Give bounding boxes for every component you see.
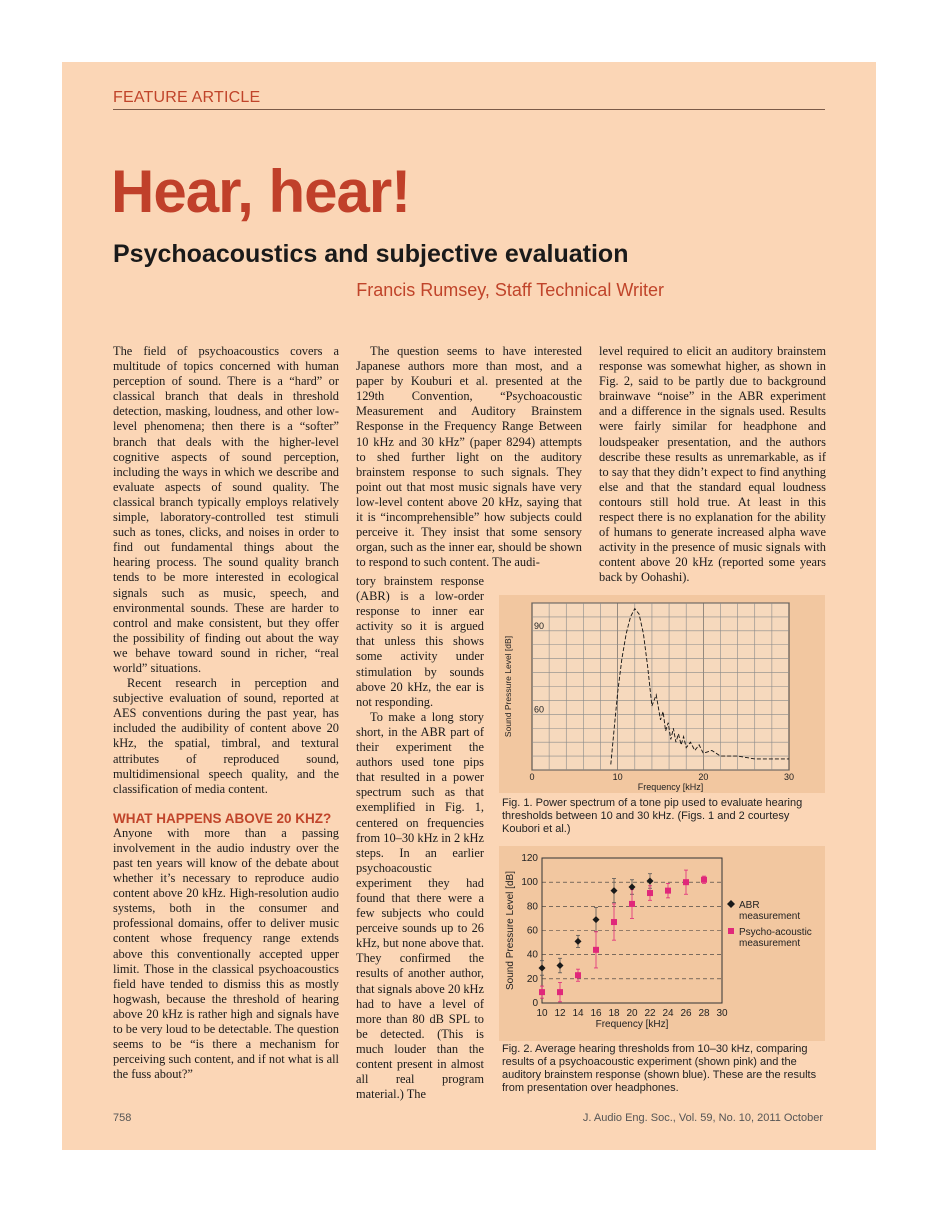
- x-tick-label: 22: [644, 1008, 656, 1019]
- paragraph: To make a long story short, in the ABR part of their experiment the authors used tone pips that resulted in a power spectrum such as that exemplified in Fig. 1, centered on frequencies from 10–30 kHz in 2 kHz steps. In an earlier psychoacoustic experiment they had found that there were a few subjects who could perceive sounds up to 26 kHz, but none above that. They confirmed the results of another author, that signals above 20 kHz had to have a level of more than 80 dB SPL to be detected. (This is much louder than the content present in almost all real program material.) The: [356, 709, 485, 1102]
- x-tick-label: 28: [698, 1008, 710, 1019]
- paragraph: Anyone with more than a passing involvement in the audio industry over the past ten years will know of the debate about whether it’s necessary to reproduce audio content above 20 kHz. High-resolution audio systems, both in the consumer and professional domains, offer to deliver music content whose frequency range extends above this conventionally accepted upper limit. Those in the classical psychoacoustics field have tended to dismiss this as mostly hogwash, because the threshold of hearing above 20 kHz is rather high and signals have to be very loud to be detectable. The question seems to be “is there a mechanism for perceiving such content, and if not what is all the fuss about?”: [113, 825, 339, 1082]
- psycho-point: [701, 877, 707, 883]
- x-axis-label: Frequency [kHz]: [595, 1019, 669, 1030]
- legend-marker-abr: [727, 900, 735, 908]
- abr-point: [539, 964, 546, 971]
- legend-label-abr-line1: ABR: [739, 900, 760, 911]
- figure-2-caption: Fig. 2. Average hearing thresholds from 10–30 kHz, comparing results of a psychoacoustic experiment (shown pink) and the auditory brainstem response (shown blue). These are the results from presentation over headphones.: [502, 1043, 817, 1094]
- legend-label-abr-line2: measurement: [739, 911, 801, 922]
- body-column-2-top: [356, 344, 582, 570]
- section-kicker: FEATURE ARTICLE: [113, 89, 825, 110]
- x-tick-label: 30: [783, 772, 795, 782]
- y-axis-label: Sound Pressure Level [dB]: [505, 871, 516, 990]
- x-tick-label: 30: [716, 1008, 728, 1019]
- x-tick-label: 24: [662, 1008, 674, 1019]
- paragraph: The question seems to have interested Japanese authors more than most, and a paper by Kouburi et al. presented at the 129th Convention, “Psychoacoustic Measurement and Auditory Brainstem Response in the Frequency Range Between 10 kHz and 30 kHz” (paper 8294) attempts to shed further light on the auditory brainstem response to such signals. They point out that most music signals have very low-level content above 20 kHz, saying that it is “incomprehensible” how subjects could perceive it. They insist that some sensory organ, such as the inner ear, should be shown to respond to such content. The audi-: [356, 344, 582, 570]
- x-tick-label: 10: [612, 772, 623, 782]
- paragraph: The field of psychoacoustics covers a multitude of topics concerned with human perception of sound. There is a “hard” or classical branch that deals in threshold detection, masking, loudness, and other low-level phenomena; then there is a “softer” branch that deals with the higher-level cognitive aspects of sound perception, including the ways in which we describe and evaluate aspects of sound quality. The classical branch typically employs relatively simple, laboratory-controlled test stimuli such as tones, clicks, and noises in order to find out fundamental things about the hearing process. The sound quality branch tends to be more interested in ecological signals such as music, speech, and environmental sounds. These are harder to control and make consistent, but they offer the possibility of finding out about the way we behave toward sound in richer, “real world” situations.: [113, 344, 339, 675]
- paragraph: Recent research in perception and subjective evaluation of sound, reported at AES conventions during the past year, has included the audibility of content above 20 kHz, the spatial, timbral, and textural attributes of reproduced sound, multidimensional speech quality, and the classification of media content.: [113, 676, 339, 796]
- psycho-point: [557, 989, 563, 995]
- x-tick-label: 20: [626, 1008, 638, 1019]
- y-tick-label: 60: [526, 925, 538, 937]
- y-tick-label: 0: [532, 998, 538, 1009]
- abr-point: [575, 938, 582, 945]
- abr-point: [593, 916, 600, 923]
- journal-page: [62, 62, 876, 1150]
- legend-marker-psycho: [728, 928, 734, 934]
- figure-1: [499, 595, 825, 793]
- psycho-point: [647, 890, 653, 896]
- x-tick-label: 12: [554, 1008, 566, 1019]
- psycho-point: [629, 901, 635, 907]
- article-byline: Francis Rumsey, Staff Technical Writer: [356, 280, 664, 300]
- paragraph: tory brainstem response (ABR) is a low-order response to inner ear activity so it is argued that unless this shows some activity under stimulation by sounds above 20 kHz, the ear is not responding.: [356, 574, 484, 709]
- y-tick-label: 100: [521, 877, 538, 889]
- psycho-point: [575, 972, 581, 978]
- fig2-chart: [499, 846, 825, 1041]
- x-axis-label: Frequency [kHz]: [637, 782, 704, 792]
- x-tick-label: 0: [529, 772, 535, 782]
- paragraph: level required to elicit an auditory brainstem response was somewhat higher, as shown in Fig. 2, said to be partly due to background brainwave “noise” in the ABR experiment and a difference in the signals used. Results were fairly similar for headphone and loudspeaker presentation, and the authors describe these results as unremarkable, as if to say that they didn’t expect to find anything else and that the standard equal loudness contours still hold true. At least in this respect there is no explanation for the ability of humans to generate increased alpha wave activity in the presence of music signals with content above 20 kHz (reported some years back by Oohashi).: [599, 344, 826, 585]
- y-tick-label: 90: [534, 620, 545, 631]
- page-number: 758: [113, 1112, 132, 1124]
- y-axis-label: Sound Pressure Level [dB]: [503, 635, 513, 738]
- x-tick-label: 26: [680, 1008, 692, 1019]
- y-tick-label: 80: [526, 901, 538, 913]
- y-tick-label: 60: [534, 704, 545, 715]
- abr-point: [557, 962, 564, 969]
- body-column-3: [599, 344, 826, 586]
- abr-point: [629, 884, 636, 891]
- legend-label-psycho-line2: measurement: [739, 938, 801, 949]
- journal-citation: J. Audio Eng. Soc., Vol. 59, No. 10, 2011 October: [582, 1112, 823, 1124]
- fig1-chart: [499, 595, 825, 793]
- section-heading: WHAT HAPPENS ABOVE 20 KHZ?: [113, 810, 332, 826]
- x-tick-label: 16: [590, 1008, 602, 1019]
- psycho-point: [593, 947, 599, 953]
- figure-1-caption: Fig. 1. Power spectrum of a tone pip used to evaluate hearing thresholds between 10 and 30 kHz. (Figs. 1 and 2 courtesy Koubori et al.): [502, 797, 803, 835]
- y-tick-label: 120: [521, 853, 538, 864]
- abr-point: [647, 877, 654, 884]
- psycho-point: [683, 879, 689, 885]
- article-subtitle: Psychoacoustics and subjective evaluation: [113, 240, 629, 268]
- abr-point: [611, 887, 618, 894]
- figure-2: [499, 846, 825, 1041]
- x-tick-label: 18: [608, 1008, 620, 1019]
- x-tick-label: 10: [536, 1008, 548, 1019]
- body-column-2-narrow: [356, 574, 484, 1102]
- legend-label-psycho-line1: Psycho-acoustic: [739, 927, 812, 938]
- psycho-point: [611, 919, 617, 925]
- psycho-point: [539, 989, 545, 995]
- y-tick-label: 20: [526, 973, 538, 985]
- body-column-1: [113, 344, 339, 1082]
- x-tick-label: 20: [698, 772, 709, 782]
- psycho-point: [665, 888, 671, 894]
- y-tick-label: 40: [526, 949, 538, 961]
- x-tick-label: 14: [572, 1008, 584, 1019]
- article-title: Hear, hear!: [111, 158, 411, 225]
